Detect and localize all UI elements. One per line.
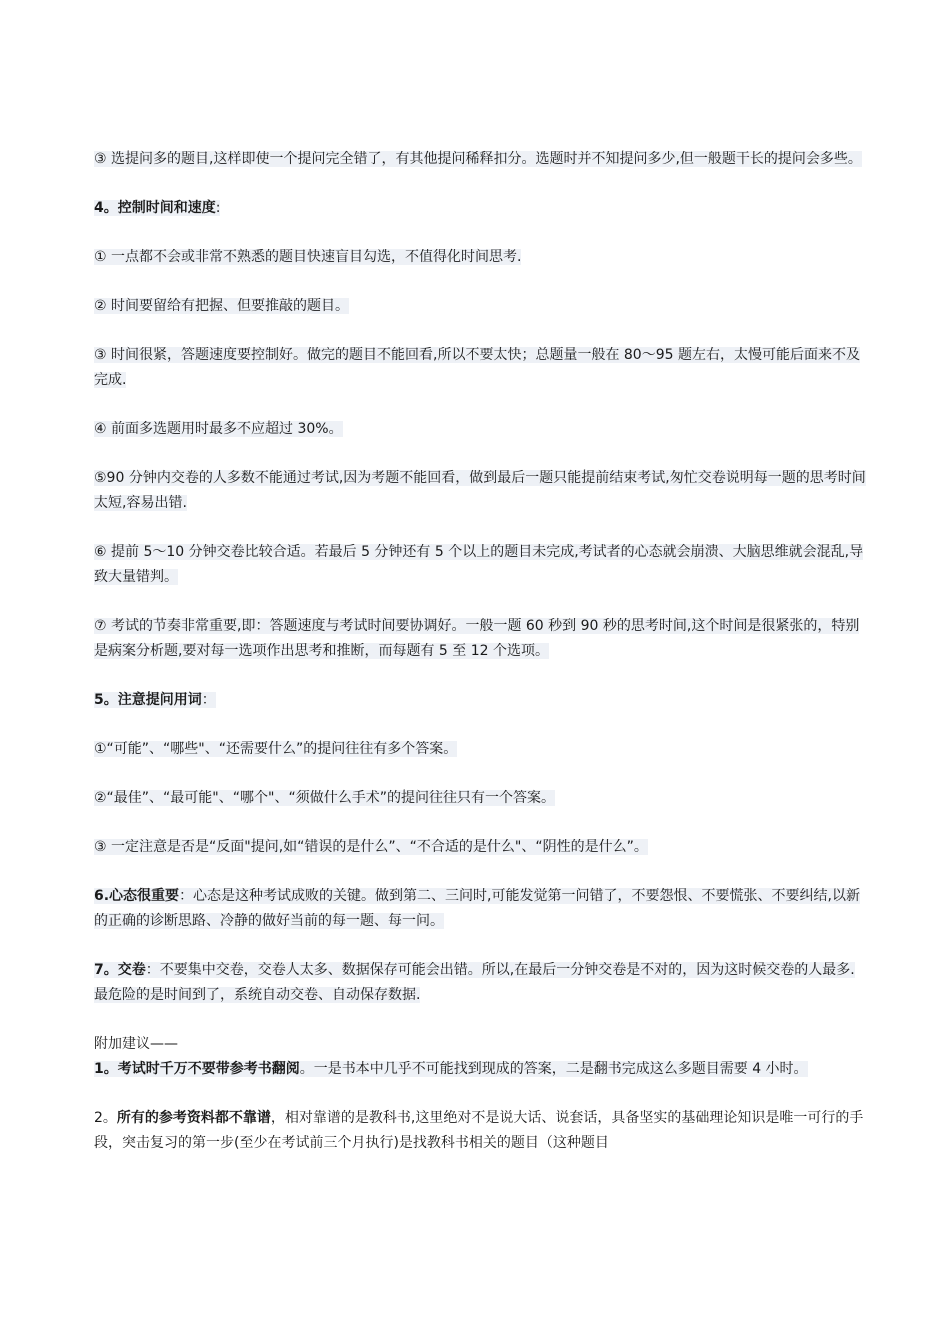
heading-suffix: ：: [201, 692, 216, 708]
paragraph-text: ④ 前面多选题用时最多不应超过 30%。: [94, 421, 343, 437]
advice-bold-text: 所有的参考资料都不靠谱: [116, 1110, 271, 1126]
section-heading-4: [94, 196, 866, 221]
paragraph-text: ③ 时间很紧，答题速度要控制好。做完的题目不能回看,所以不要太快；总题量一般在 80～95 题左右，太慢可能后面来不及完成.: [94, 347, 860, 388]
advice-number: 2。: [94, 1110, 117, 1126]
paragraph-text: ⑥ 提前 5～10 分钟交卷比较合适。若最后 5 分钟还有 5 个以上的题目未完成,考试者的心态就会崩溃、大脑思维就会混乱,导致大量错判。: [94, 544, 864, 585]
paragraph-time-6: [94, 540, 866, 590]
paragraph-text: ：不要集中交卷，交卷人太多、数据保存可能会出错。所以,在最后一分钟交卷是不对的，因为这时候交卷的人最多.最危险的是时间到了，系统自动交卷、自动保存数据.: [94, 962, 855, 1003]
extra-advice-title-text: 附加建议——: [94, 1036, 178, 1052]
paragraph-wording-3: [94, 835, 866, 860]
paragraph-wording-2: [94, 786, 866, 811]
paragraph-text: ③ 选提问多的题目,这样即使一个提问完全错了，有其他提问稀释扣分。选题时并不知提问多少,但一般题干长的提问会多些。: [94, 151, 862, 167]
paragraph-text: ② 时间要留给有把握、但要推敲的题目。: [94, 298, 349, 314]
paragraph-time-2: [94, 294, 866, 319]
paragraph-time-4: [94, 417, 866, 442]
paragraph-time-3: [94, 343, 866, 393]
paragraph-text: ，相对靠谱的是教科书,这里绝对不是说大话、说套话，具备坚实的基础理论知识是唯一可行的手段，突击复习的第一步(至少在考试前三个月执行)是找教科书相关的题目（这种题目: [94, 1110, 864, 1151]
paragraph-tip-3: [94, 147, 866, 172]
heading-bold-text: 5。注意提问用词: [94, 692, 202, 708]
paragraph-text: ①“可能”、“哪些"、“还需要什么”的提问往往有多个答案。: [94, 741, 458, 757]
section-submit: [94, 958, 866, 1008]
paragraph-text: 。一是书本中几乎不可能找到现成的答案，二是翻书完成这么多题目需要 4 小时。: [299, 1061, 808, 1077]
extra-advice-title: [94, 1032, 866, 1057]
paragraph-time-5: [94, 466, 866, 516]
heading-bold-text: 6.心态很重要: [94, 888, 180, 904]
paragraph-time-7: [94, 614, 866, 664]
paragraph-text: ⑤90 分钟内交卷的人多数不能通过考试,因为考题不能回看，做到最后一题只能提前结束考试,匆忙交卷说明每一题的思考时间太短,容易出错.: [94, 470, 866, 511]
paragraph-text: ②“最佳”、“最可能"、“哪个"、“须做什么手术”的提问往往只有一个答案。: [94, 790, 555, 806]
paragraph-text: ① 一点都不会或非常不熟悉的题目快速盲目勾选，不值得化时间思考.: [94, 249, 522, 265]
extra-advice-1: [94, 1057, 866, 1082]
heading-bold-text: 7。交卷: [94, 962, 146, 978]
heading-bold-text: 4。控制时间和速度: [94, 200, 216, 216]
paragraph-text: ③ 一定注意是否是“反面"提问,如“错误的是什么”、“不合适的是什么"、“阴性的是什么”。: [94, 839, 648, 855]
paragraph-wording-1: [94, 737, 866, 762]
extra-advice-2: [94, 1106, 866, 1156]
heading-suffix: :: [215, 200, 221, 216]
section-heading-5: [94, 688, 866, 713]
section-mindset: [94, 884, 866, 934]
paragraph-time-1: [94, 245, 866, 270]
paragraph-text: ：心态是这种考试成败的关键。做到第二、三问时,可能发觉第一问错了，不要怨恨、不要慌张、不要纠结,以新的正确的诊断思路、冷静的做好当前的每一题、每一问。: [94, 888, 860, 929]
paragraph-text: ⑦ 考试的节奏非常重要,即：答题速度与考试时间要协调好。一般一题 60 秒到 90 秒的思考时间,这个时间是很紧张的，特别是病案分析题,要对每一选项作出思考和推断，而每题有 5 至 12 个选项。: [94, 618, 860, 659]
advice-bold-text: 1。考试时千万不要带参考书翻阅: [94, 1061, 300, 1077]
